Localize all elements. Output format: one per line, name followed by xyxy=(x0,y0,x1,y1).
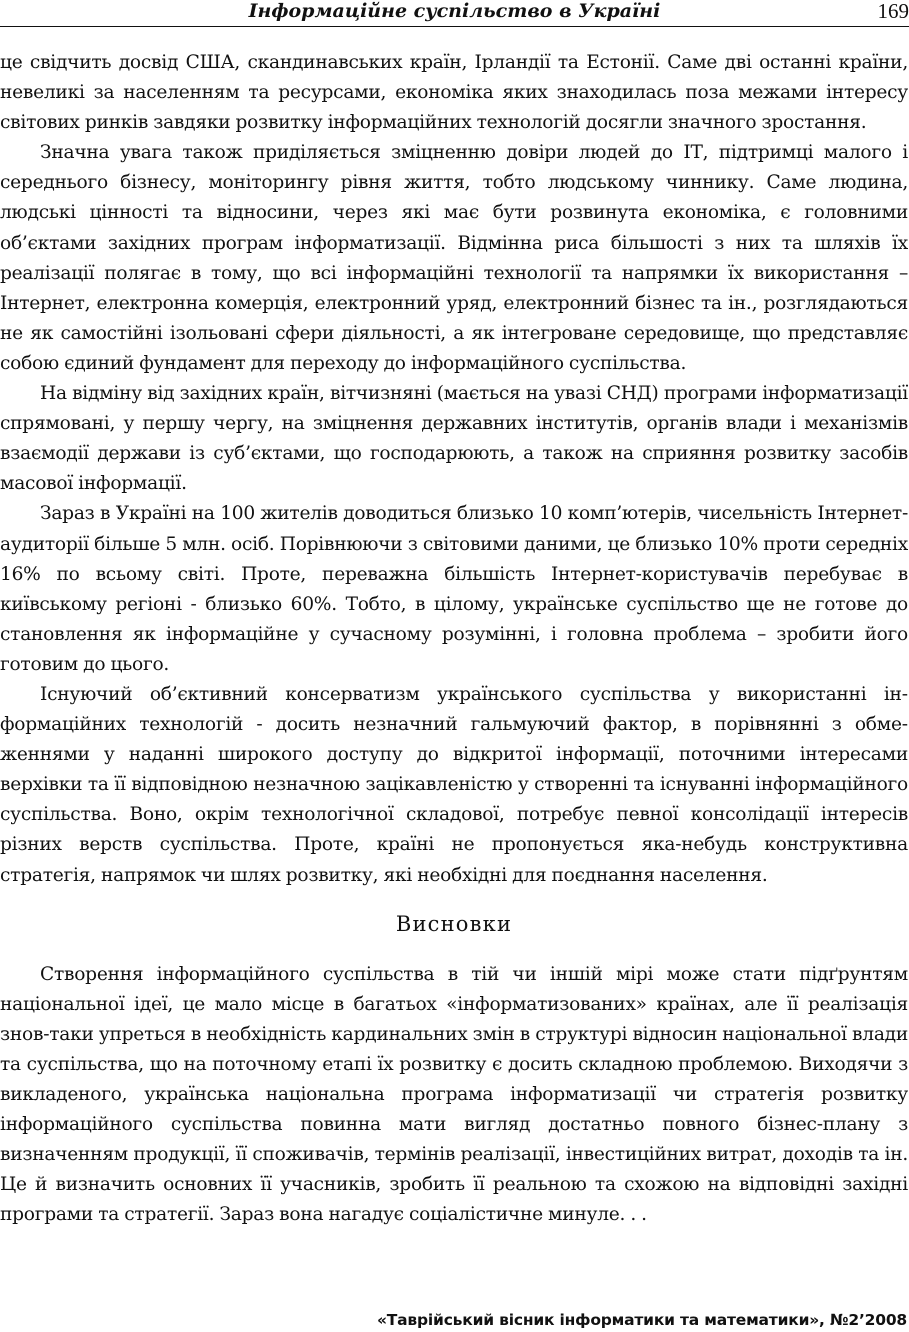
body-paragraph-5: Існуючий об’єктивний консерватизм українського суспільства у використанні інформаційних технологій - досить незначний гальмуючий фактор, в порівнянні з обмеженнями у наданні широкого доступу до відкритої інформації, поточними інтересами верхівки та її відповідною незначною зацікавленістю у створенні та існуванні інформаційного суспільства. Воно, окрім технологічної складової, потребує певної консолідації інтересів різних верств суспільства. Проте, країні не пропонується яка-небудь конструктивна стратегія, напрямок чи шлях розвитку, які необхідні для поєднання населення. xyxy=(0,683,908,886)
running-header xyxy=(0,0,909,27)
body-paragraph-4: Зараз в Україні на 100 жителів доводиться близько 10 комп’ютерів, чисельність Інтернет-аудиторії більше 5 млн. осіб. Порівнюючи з світовими даними, це близько 10% проти середніх 16% по всьому світі. Проте, переважна більшість Інтернет-користувачів перебуває в київському регіоні - близько 60%. Тобто, в цілому, українське суспільство ще не готове до становлення як інформаційне у сучасному розумінні, і головна проблема – зробити його готовим до цього. xyxy=(0,503,908,675)
body-paragraph-3: На відміну від західних країн, вітчизняні (мається на увазі СНД) програми інформатизації спрямовані, у першу чергу, на зміцнення державних інститутів, органів влади і механізмів взаємодії держави із суб’єктами, що господарюють, а також на сприяння розвитку засобів масової інформації. xyxy=(0,383,908,495)
running-title: Інформаційне суспільство в Україні xyxy=(248,0,661,22)
conclusions-paragraph: Створення інформаційного суспільства в тій чи іншій мірі може стати підґрунтям національної ідеї, це мало місце в багатьох «інформатизованих» країнах, але її реалізація знов-таки упреться в необхідність кардинальних змін в структурі відносин національної влади та суспільства, що на поточному етапі їх розвитку є досить складною проблемою. Виходячи з викладеного, українська національна програма інформатизації чи стратегія розвитку інформаційного суспільства повинна мати вигляд достатньо повного бізнес-плану з визначенням продукції, її споживачів, термінів реалізації, інвестиційних витрат, доходів та ін. Це й визначить основних її учасників, зробить її реальною та схожою на відповідні західні програми та стратегії. Зараз вона нагадує соціалістичне минуле. . . xyxy=(0,963,908,1226)
body-paragraph-1: це свідчить досвід США, скандинавських країн, Ірландії та Естонії. Саме дві останні країни, невеликі за населенням та ресурсами, економіка яких знаходилась поза межами інтересу світових ринків завдяки розвитку інформаційних технологій досягли значного зростання. xyxy=(0,52,908,134)
journal-footer: «Таврійський вісник інформатики та математики», №2’2008 xyxy=(376,1311,907,1329)
section-heading-conclusions: Висновки xyxy=(395,911,513,936)
page-number: 169 xyxy=(877,0,909,23)
article-body xyxy=(0,48,908,1230)
body-paragraph-2: Значна увага також приділяється зміцненню довіри людей до ІТ, підтримці малого і середнього бізнесу, моніторингу рівня життя, тобто людському чиннику. Саме людина, людські цінності та відносини, через які має бути розвинута економіка, є головними об’єктами західних програм інформатизації. Відмінна риса більшості з них та шляхів їх реалізації полягає в тому, що всі інформаційні технології та напрямки їх використання – Інтернет, електронна комерція, електронний уряд, електронний бізнес та ін., розглядаються не як самостійні ізольовані сфери діяльності, а як інтегроване середовище, що представляє собою єдиний фундамент для переходу до інформаційного суспільства. xyxy=(0,142,908,374)
